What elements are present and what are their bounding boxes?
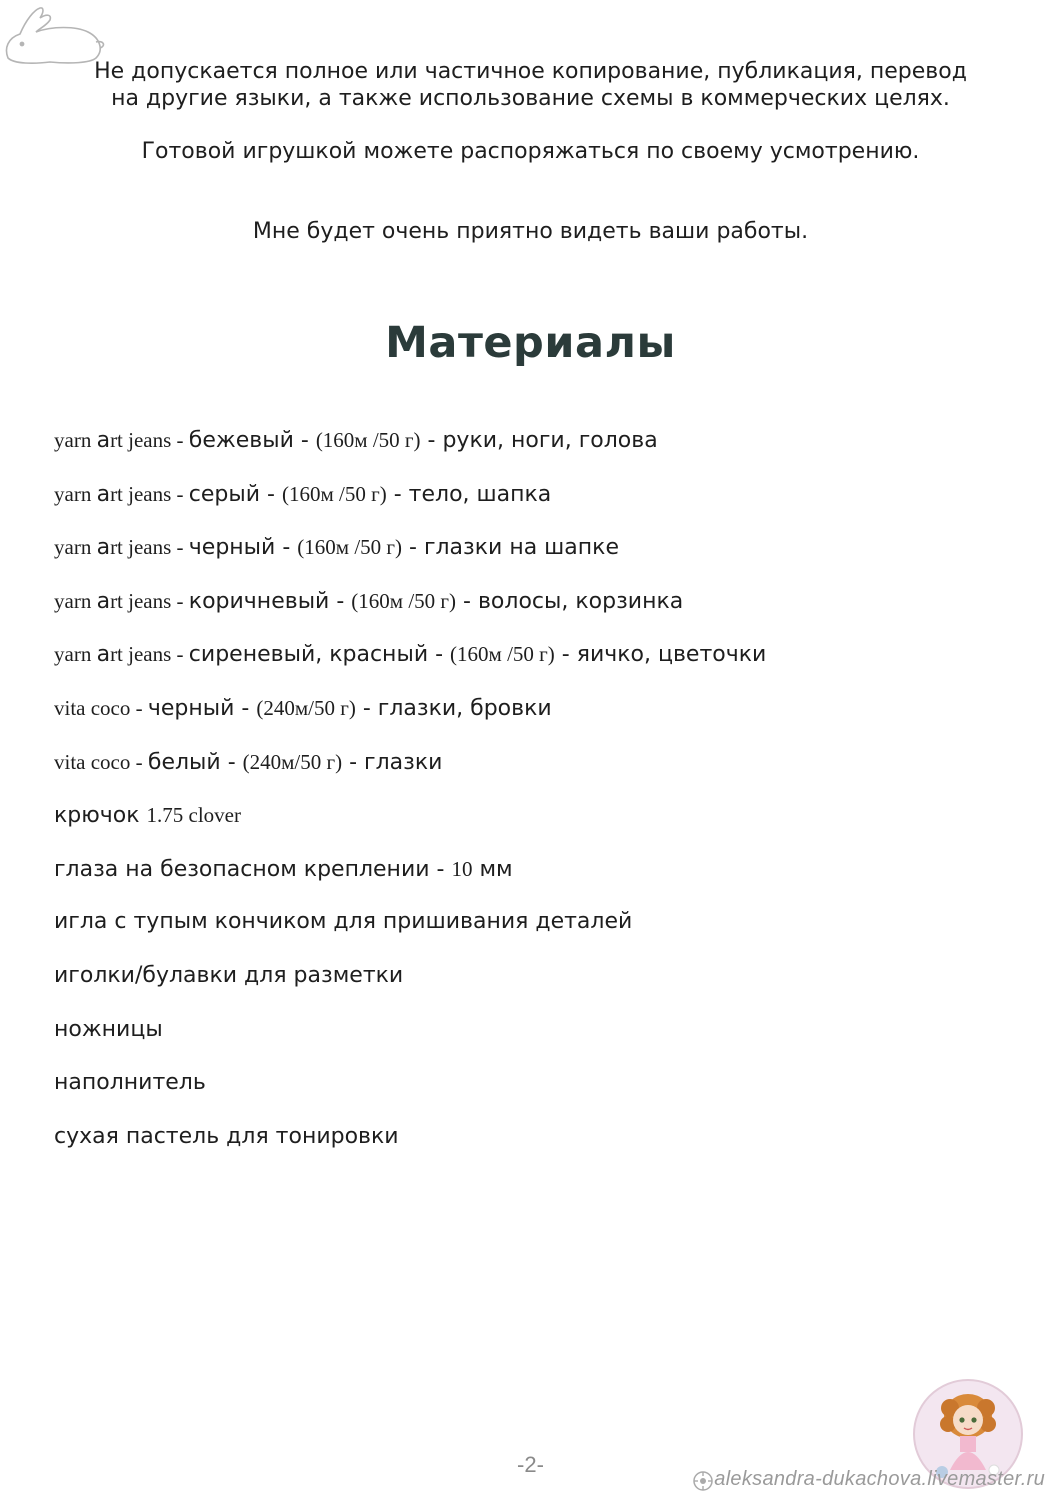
watermark-text: aleksandra-dukachova.livemaster.ru	[714, 1468, 1045, 1490]
materials-list	[54, 421, 1014, 1171]
notice-line-2: на другие языки, а также использование схемы в коммерческих целях.	[111, 86, 950, 111]
copyright-notice	[0, 58, 1061, 112]
material-item-3: yarn art jeans - черный - (160м /50 г) - глазки на шапке	[54, 535, 619, 561]
material-item-6: vita coco - черный - (240м/50 г) - глазки, бровки	[54, 695, 552, 721]
works-notice: Мне будет очень приятно видеть ваши работы.	[252, 219, 809, 244]
material-item-2: yarn art jeans - серый - (160м /50 г) - тело, шапка	[54, 481, 552, 507]
material-pins: иголки/булавки для разметки	[54, 962, 404, 988]
material-item-1: yarn art jeans - бежевый - (160м /50 г) - руки, ноги, голова	[54, 428, 658, 453]
material-item-7: vita coco - белый - (240м/50 г) - глазки	[54, 749, 443, 775]
notice-line-1: Не допускается полное или частичное копирование, публикация, перевод	[94, 59, 967, 84]
material-scissors: ножницы	[54, 1016, 163, 1042]
material-item-4: yarn art jeans - коричневый - (160м /50 г) - волосы, корзинка	[54, 588, 684, 614]
page-number: -2-	[517, 1452, 544, 1477]
material-hook: крючок 1.75 clover	[54, 803, 241, 829]
materials-heading: Материалы	[385, 318, 676, 368]
material-stuffing: наполнитель	[54, 1070, 206, 1096]
toy-notice: Готовой игрушкой можете распоряжаться по своему усмотрению.	[141, 139, 920, 164]
material-item-5: yarn art jeans - сиреневый, красный - (160м /50 г) - яичко, цветочки	[54, 642, 767, 668]
material-pastel: сухая пастель для тонировки	[54, 1123, 399, 1149]
material-eyes: глаза на безопасном креплении - 10 мм	[54, 856, 513, 882]
material-needle: игла с тупым кончиком для пришивания деталей	[54, 909, 633, 935]
